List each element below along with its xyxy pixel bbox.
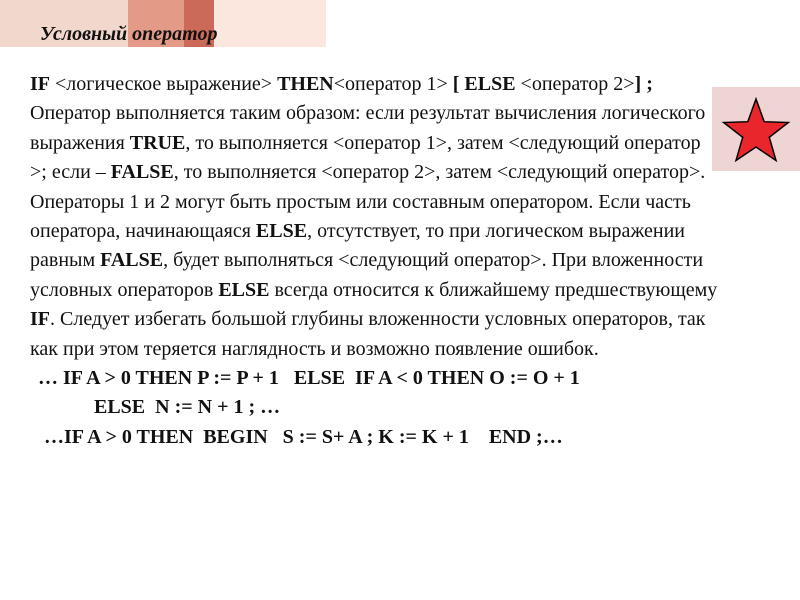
- red-star-icon: [712, 87, 800, 171]
- desc-part-3: , то выполняется <оператор 2>, затем <следующий оператор>. Операторы 1 и 2 могут быть простым или составным оператором. Если часть оператора, начинающаяся: [30, 161, 706, 243]
- kw-if-2: IF: [30, 308, 50, 331]
- example-line-2: ELSE N := N + 1 ; …: [94, 396, 281, 419]
- description-paragraph: [30, 99, 720, 364]
- star-icon-box: [712, 87, 800, 171]
- desc-part-2: , то выполняется <оператор 1>, затем <следующий оператор >; если –: [30, 131, 701, 184]
- kw-then: THEN: [277, 73, 334, 95]
- kw-else: [ ELSE: [447, 73, 516, 95]
- star-shape: [724, 99, 789, 161]
- syntax-op1: <оператор 1>: [333, 73, 448, 95]
- syntax-op2: <оператор 2>: [520, 73, 635, 95]
- slide-body: [30, 70, 720, 452]
- kw-false-2: FALSE: [100, 249, 164, 272]
- kw-true: TRUE: [129, 131, 186, 154]
- kw-else-1: ELSE: [255, 220, 308, 243]
- desc-part-4: , отсутствует, то при логическом выражении равным: [30, 220, 685, 272]
- syntax-line: [30, 70, 720, 99]
- example-line-3: …IF A > 0 THEN BEGIN S := S+ A ; K := K + 1 END ;…: [44, 425, 563, 448]
- desc-part-7: . Следует избегать большой глубины вложенности условных операторов, так как при этом теряется наглядность и возможно появление ошибок.: [30, 308, 706, 360]
- desc-part-1: Оператор выполняется таким образом: если результат вычисления логического выражения: [30, 102, 706, 154]
- desc-part-6: всегда относится к ближайшему предшествующему: [269, 278, 718, 301]
- desc-part-5: , будет выполняться <следующий оператор>. При вложенности условных операторов: [30, 249, 704, 301]
- header-band-4: [214, 0, 326, 47]
- kw-false-1: FALSE: [110, 161, 174, 184]
- slide-title: Условный оператор: [40, 23, 218, 45]
- syntax-expr: <логическое выражение>: [50, 73, 278, 95]
- example-line-1: … IF A > 0 THEN P := P + 1 ELSE IF A < 0 THEN O := O + 1: [38, 367, 580, 390]
- kw-if: IF: [30, 73, 50, 95]
- kw-else-2: ELSE: [218, 278, 270, 301]
- kw-end: ] ;: [634, 73, 653, 95]
